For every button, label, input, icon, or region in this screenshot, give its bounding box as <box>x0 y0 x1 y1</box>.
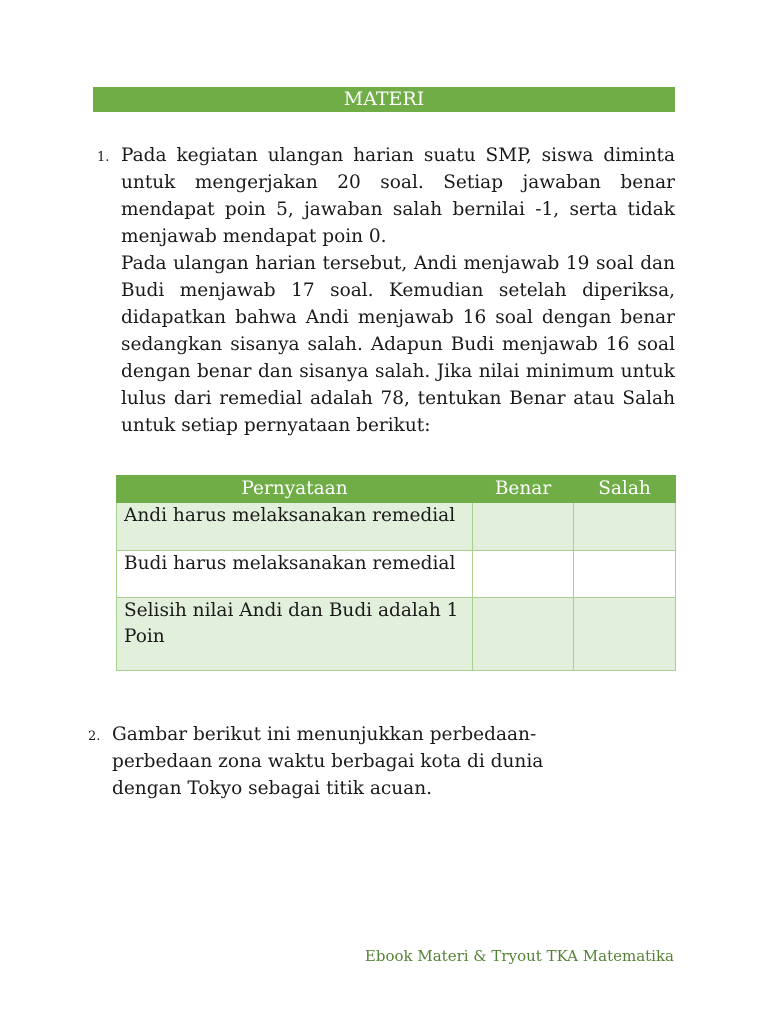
salah-answer-cell[interactable] <box>574 598 676 671</box>
column-header-pernyataan: Pernyataan <box>117 476 473 503</box>
column-header-salah: Salah <box>574 476 676 503</box>
statement-cell <box>117 598 473 671</box>
statement-text-continued: Poin <box>124 626 165 647</box>
question-2-paragraph: Gambar berikut ini menunjukkan perbedaan-perbedaan zona waktu berbagai kota di dunia dengan Tokyo sebagai titik acuan. <box>112 724 544 799</box>
table-row <box>117 598 676 671</box>
benar-answer-cell[interactable] <box>473 503 574 551</box>
question-1-number: 1. <box>97 150 110 165</box>
table-row <box>117 503 676 551</box>
statement-table <box>116 475 676 671</box>
footer-caption: Ebook Materi & Tryout TKA Matematika <box>364 947 674 965</box>
statement-text: Selisih nilai Andi dan Budi adalah 1 <box>124 600 459 621</box>
benar-answer-cell[interactable] <box>473 551 574 598</box>
column-header-benar: Benar <box>473 476 574 503</box>
salah-answer-cell[interactable] <box>574 503 676 551</box>
statement-cell: Budi harus melaksanakan remedial <box>117 551 473 598</box>
section-header-materi <box>93 87 675 112</box>
table-row <box>117 551 676 598</box>
question-2-number: 2. <box>88 729 101 744</box>
statement-table-header-row <box>117 476 676 503</box>
question-1-paragraph-1: Pada kegiatan ulangan harian suatu SMP, siswa diminta untuk mengerjakan 20 soal. Setiap jawaban benar mendapat poin 5, jawaban salah bernilai -1, serta tidak menjawab mendapat poin 0. <box>121 145 675 247</box>
salah-answer-cell[interactable] <box>574 551 676 598</box>
benar-answer-cell[interactable] <box>473 598 574 671</box>
statement-cell: Andi harus melaksanakan remedial <box>117 503 473 551</box>
question-1-paragraph-2: Pada ulangan harian tersebut, Andi menjawab 19 soal dan Budi menjawab 17 soal. Kemudian setelah diperiksa, didapatkan bahwa Andi menjawab 16 soal dengan benar sedangkan sisanya salah. Adapun Budi menjawab 16 soal dengan benar dan sisanya salah. Jika nilai minimum untuk lulus dari remedial adalah 78, tentukan Benar atau Salah untuk setiap pernyataan berikut: <box>121 253 675 436</box>
section-title: MATERI <box>343 88 425 110</box>
